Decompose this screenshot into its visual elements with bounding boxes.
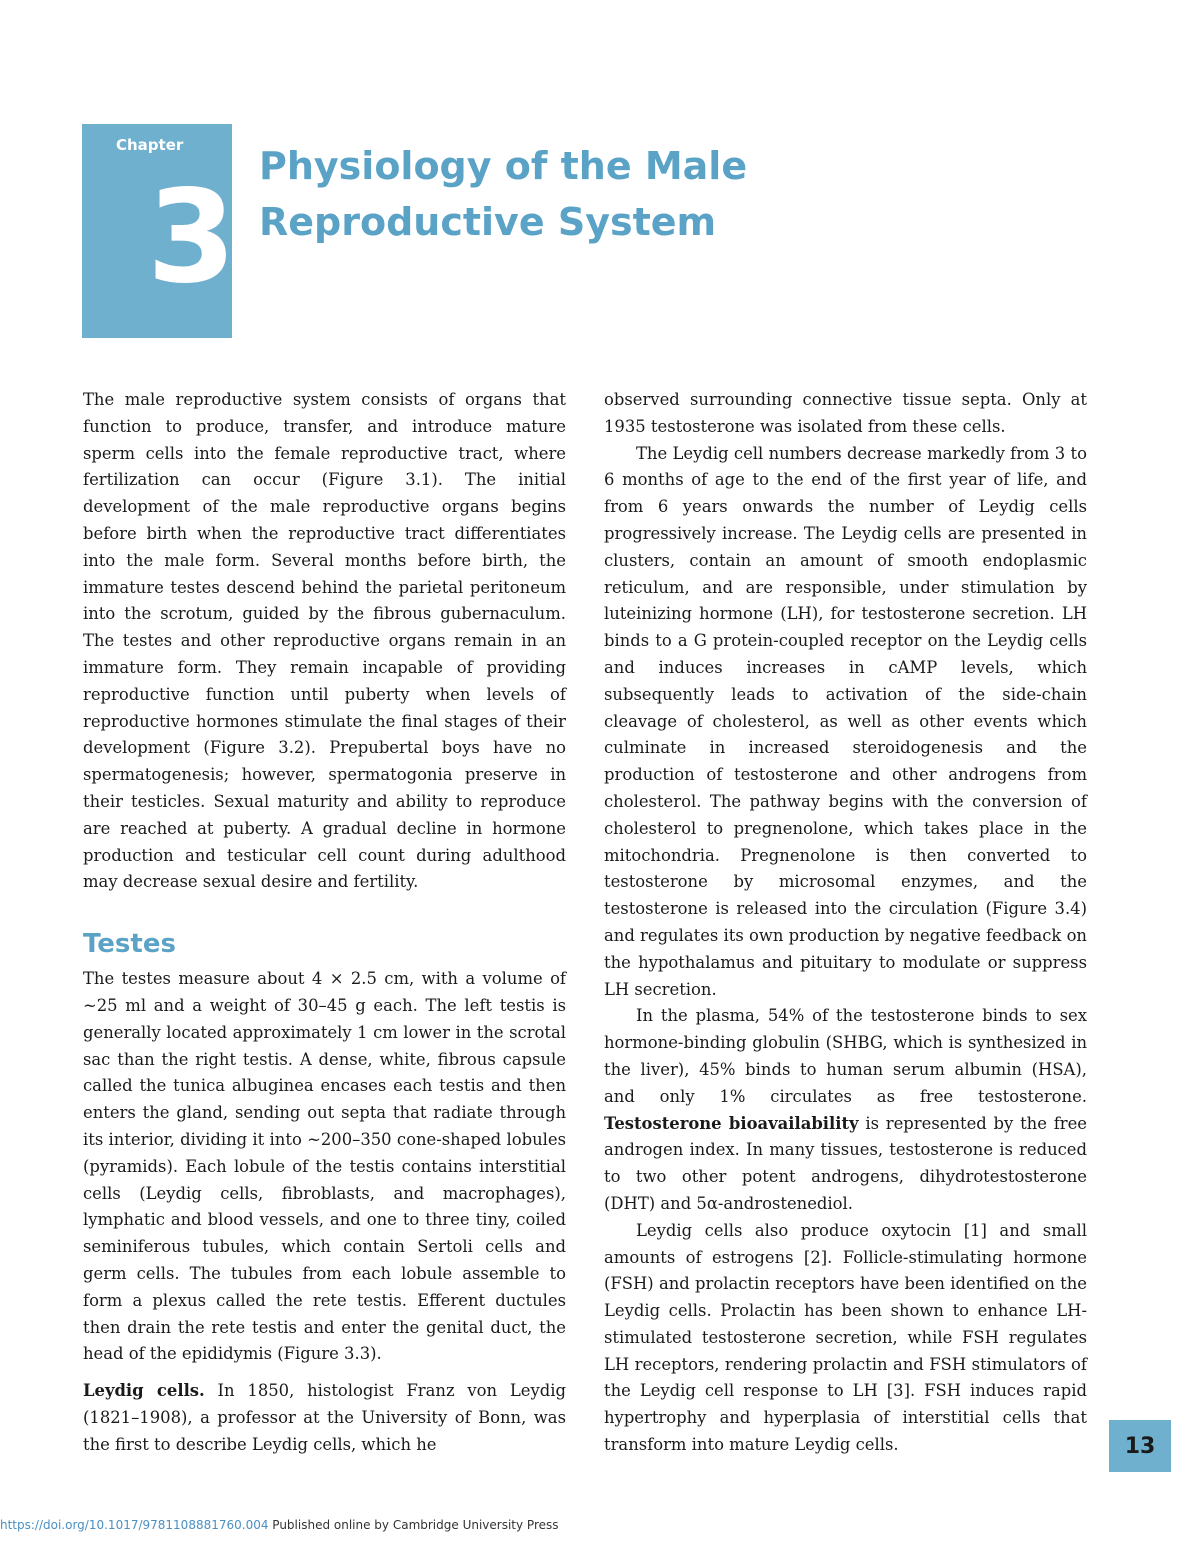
chapter-title-line1: Physiology of the Male — [259, 144, 748, 188]
oxytocin-paragraph: Leydig cells also produce oxytocin [1] and small amounts of estrogens [2]. Follicle-stimulating hormone (FSH) and prolactin receptors have been identified on the Leydig cells. Prolactin has been shown to enhance LH-stimulated testosterone secretion, while FSH regulates LH receptors, rendering prolactin and FSH stimulators of the Leydig cell response to LH [3]. FSH induces rapid hypertrophy and hyperplasia of interstitial cells that transform into mature Leydig cells. — [604, 1220, 1087, 1455]
section-heading-testes: Testes — [83, 929, 176, 960]
chapter-badge — [82, 124, 236, 338]
publisher-text: Published online by Cambridge University Press — [268, 1518, 559, 1532]
bioavailability-term: Testosterone bioavailability — [604, 1113, 859, 1133]
intro-paragraph: The male reproductive system consists of organs that function to produce, transfer, and introduce mature sperm cells into the female reproductive tract, where fertilization can occur (Figure 3.1). The initial development of the male reproductive organs begins before birth when the reproductive tract differentiates into the male form. Several months before birth, the immature testes descend behind the parietal peritoneum into the scrotum, guided by the fibrous gubernaculum. The testes and other reproductive organs remain in an immature form. They remain incapable of providing reproductive function until puberty when levels of reproductive hormones stimulate the final stages of their development (Figure 3.2). Prepubertal boys have no spermatogenesis; however, spermatogonia preserve in their testicles. Sexual maturity and ability to reproduce are reached at puberty. A gradual decline in hormone production and testicular cell count during adulthood may decrease sexual desire and fertility. — [83, 390, 566, 892]
right-column — [604, 387, 1087, 1459]
plasma-text-end: is represented by the free androgen index. In many tissues, testosterone is reduced to two other potent androgens, dihydrotestosterone (DHT) and 5α-androstenediol. — [604, 1113, 1087, 1213]
continuation-paragraph: observed surrounding connective tissue septa. Only at 1935 testosterone was isolated from these cells. — [604, 390, 1087, 436]
page-number-tab-visible — [1109, 1420, 1171, 1472]
footer — [0, 1518, 559, 1532]
plasma-paragraph — [604, 1003, 1087, 1217]
chapter-label: Chapter — [116, 136, 184, 154]
doi-link[interactable]: https://doi.org/10.1017/9781108881760.004 — [0, 1518, 269, 1532]
leydig-runin-heading: Leydig cells. — [83, 1381, 205, 1401]
plasma-text-start: In the plasma, 54% of the testosterone binds to sex hormone-binding globulin (SHBG, which is synthesized in the liver), 45% binds to human serum albumin (HSA), and only 1% circulates as free testosterone. — [604, 1006, 1087, 1106]
testes-paragraph: The testes measure about 4 × 2.5 cm, with a volume of ~25 ml and a weight of 30–45 g each. The left testis is generally located approximately 1 cm lower in the scrotal sac than the right testis. A dense, white, fibrous capsule called the tunica albuginea encases each testis and then enters the gland, sending out septa that radiate through its interior, dividing it into ~200–350 cone-shaped lobules (pyramids). Each lobule of the testis contains interstitial cells (Leydig cells, fibroblasts, and macrophages), lymphatic and blood vessels, and one to three tiny, coiled seminiferous tubules, which contain Sertoli cells and germ cells. The tubules from each lobule assemble to form a plexus called the rete testis. Efferent ductules then drain the rete testis and enter the genital duct, the head of the epididymis (Figure 3.3). — [83, 969, 566, 1364]
chapter-number: 3 — [146, 163, 236, 312]
chapter-title-line2: Reproductive System — [259, 200, 717, 244]
leydig-numbers-paragraph: The Leydig cell numbers decrease markedly from 3 to 6 months of age to the end of the first year of life, and from 6 years onwards the number of Leydig cells progressively increase. The Leydig cells are presented in clusters, contain an amount of smooth endoplasmic reticulum, and are responsible, under stimulation by luteinizing hormone (LH), for testosterone secretion. LH binds to a G protein-coupled receptor on the Leydig cells and induces increases in cAMP levels, which subsequently leads to activation of the side-chain cleavage of cholesterol, as well as other events which culminate in increased steroidogenesis and the production of testosterone and other androgens from cholesterol. The pathway begins with the conversion of cholesterol to pregnenolone, which takes place in the mitochondria. Pregnenolone is then converted to testosterone by microsomal enzymes, and the testosterone is released into the circulation (Figure 3.4) and regulates its own production by negative feedback on the hypothalamus and pituitary to modulate or suppress LH secretion. — [604, 443, 1087, 999]
leydig-paragraph — [83, 1378, 566, 1458]
chapter-title — [259, 138, 959, 250]
page-number: 13 — [1124, 1433, 1156, 1459]
leydig-text: In 1850, histologist Franz von Leydig (1821–1908), a professor at the University of Bonn, was the first to describe Leydig cells, which he — [83, 1381, 566, 1454]
left-column — [83, 387, 566, 1458]
